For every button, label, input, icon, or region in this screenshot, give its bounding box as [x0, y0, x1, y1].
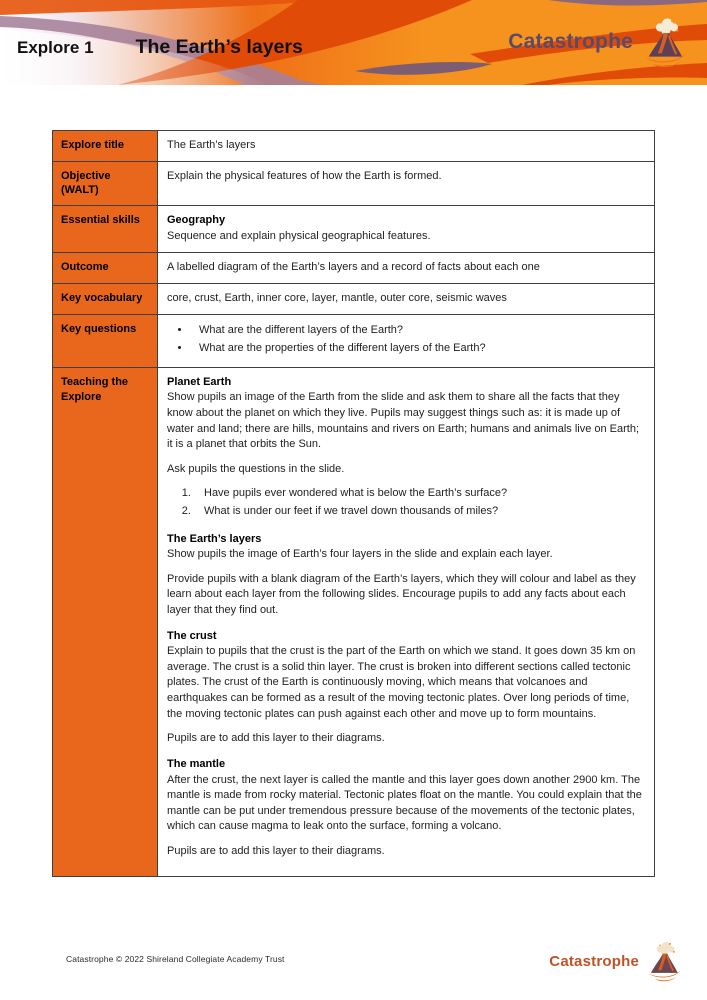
table-row-objective [53, 161, 655, 206]
table-row-outcome [53, 253, 655, 284]
row-value [158, 206, 655, 253]
section-heading-planet-earth: Planet Earth [167, 375, 232, 388]
paragraph: Show pupils an image of the Earth from the slide and ask them to share all the facts that they know about the planet on which they live. Pupils may suggest things such as: it is made up of water and land; there are hills, mountains and rivers on Earth; humans and animals live on Earth; it is a planet that orbits the Sun. [167, 391, 640, 451]
paragraph: Show pupils the image of Earth’s four layers in the slide and explain each layer. [167, 548, 553, 561]
section-heading-earths-layers: The Earth’s layers [167, 532, 262, 545]
row-value: core, crust, Earth, inner core, layer, mantle, outer core, seismic waves [158, 283, 655, 314]
row-label: Outcome [53, 253, 158, 284]
header-logo [508, 16, 691, 68]
page-title: The Earth’s layers [135, 36, 303, 58]
key-questions-list [191, 323, 644, 357]
lesson-plan-table [52, 130, 655, 877]
banner-titles [17, 36, 303, 59]
footer-logo [549, 940, 685, 982]
paragraph: Provide pupils with a blank diagram of the Earth’s layers, which they will colour and label as they learn about each layer from the following slides. Encourage pupils to add any facts about each layer that they find out. [167, 572, 636, 617]
paragraph: After the crust, the next layer is called the mantle and this layer goes down another 2900 km. The mantle is made from rocky material. Tectonic plates float on the mantle. You could explain that the mantle can be put under tremendous pressure because of the movements of the tectonic plates, which can cause magma to leak onto the surface, forming a volcano. [167, 773, 642, 833]
brand-wordmark: Catastrophe [508, 30, 633, 53]
row-value: Explain the physical features of how the Earth is formed. [158, 161, 655, 206]
table-row-key-questions [53, 314, 655, 367]
row-value: A labelled diagram of the Earth’s layers and a record of facts about each one [158, 253, 655, 284]
section-heading-crust: The crust [167, 629, 217, 642]
row-value [158, 314, 655, 367]
row-label: Explore title [53, 131, 158, 162]
copyright-text: Catastrophe © 2022 Shireland Collegiate Academy Trust [66, 954, 285, 964]
volcano-icon [639, 16, 691, 68]
paragraph: Explain to pupils that the crust is the part of the Earth on which we stand. It goes down 35 km on average. The crust is a solid thin layer. The crust is broken into different sections called tectonic plates. The crust of the Earth is continuously moving, which means that volcanoes and earthquakes can be formed as a result of the moving tectonic plates. Over long periods of time, the moving tectonic plates can push against each other and move up to form mountains. [167, 645, 636, 720]
table-row-essential-skills [53, 206, 655, 253]
key-question-item: • What are the different layers of the Earth? [191, 323, 644, 339]
table-row-explore-title [53, 131, 655, 162]
paragraph: Pupils are to add this layer to their diagrams. [167, 844, 385, 857]
table-row-teaching-the-explore [53, 367, 655, 876]
row-label: Teaching the Explore [53, 367, 158, 876]
header-banner [0, 0, 707, 85]
row-label: Essential skills [53, 206, 158, 253]
row-label: Objective (WALT) [53, 161, 158, 206]
paragraph: Pupils are to add this layer to their diagrams. [167, 732, 385, 745]
brand-wordmark: Catastrophe [549, 952, 639, 970]
skills-description: Sequence and explain physical geographical features. [167, 229, 431, 242]
slide-questions-list [194, 486, 644, 519]
explore-number-label: Explore 1 [17, 38, 94, 57]
key-question-item: • What are the properties of the different layers of the Earth? [191, 341, 644, 357]
slide-question-item: 2. What is under our feet if we travel down thousands of miles? [194, 504, 644, 520]
paragraph: Ask pupils the questions in the slide. [167, 462, 345, 475]
skills-subject-heading: Geography [167, 214, 226, 227]
row-label: Key questions [53, 314, 158, 367]
section-heading-mantle: The mantle [167, 757, 226, 770]
page-footer [0, 938, 707, 990]
row-label: Key vocabulary [53, 283, 158, 314]
row-value: The Earth’s layers [158, 131, 655, 162]
volcano-icon [643, 940, 685, 982]
slide-question-item: 1. Have pupils ever wondered what is below the Earth’s surface? [194, 486, 644, 502]
teaching-content [158, 367, 655, 876]
table-row-key-vocabulary [53, 283, 655, 314]
